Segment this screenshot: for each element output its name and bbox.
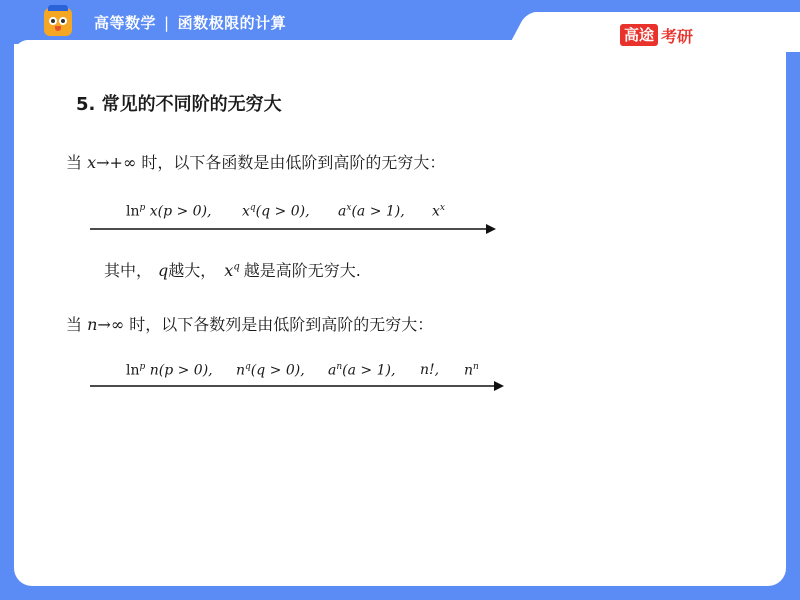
sequences-intro-prefix: 当	[66, 315, 83, 334]
sequences-intro-var: n	[87, 315, 98, 334]
sequence-item-power	[236, 362, 305, 379]
function-item-base: x	[432, 203, 440, 220]
sequences-intro-arrow: →∞	[97, 315, 125, 334]
topic-name: 函数极限的计算	[177, 14, 287, 32]
function-item-base: ln	[126, 203, 140, 220]
functions-intro-var: x	[87, 153, 97, 172]
sequences-arrow	[88, 379, 508, 393]
note-var: q	[158, 261, 169, 280]
function-item-rest: x(p > 0),	[145, 203, 212, 220]
note-suffix: 越是高阶无穷大.	[243, 261, 361, 280]
function-item-ln	[126, 203, 212, 220]
sequence-item-sup: p	[139, 362, 146, 372]
function-item-sup: x	[439, 203, 445, 213]
function-item-base: x	[242, 203, 250, 220]
functions-intro-prefix: 当	[66, 153, 83, 172]
function-item-sup: p	[139, 203, 146, 213]
sequence-item-rest: (q > 0),	[250, 362, 305, 379]
note-base: x	[224, 261, 234, 280]
sequences-intro	[66, 312, 433, 335]
brand-box: 高途	[620, 24, 658, 46]
section-title: 5. 常见的不同阶的无穷大	[76, 94, 282, 115]
sequence-item-sup: n	[473, 362, 479, 372]
course-name: 高等数学	[94, 14, 157, 32]
functions-note	[104, 258, 361, 281]
header-title	[94, 12, 286, 33]
function-item-sup: x	[346, 203, 352, 213]
header-separator: |	[164, 14, 170, 32]
sequence-item-factorial	[420, 362, 439, 378]
functions-intro-suffix: 时，以下各函数是由低阶到高阶的无穷大：	[141, 153, 446, 172]
sequence-item-base: ln	[126, 362, 140, 379]
function-item-rest: (a > 1),	[351, 203, 405, 220]
function-item-exp	[338, 203, 405, 220]
function-item-base: a	[338, 203, 347, 220]
sequence-item-base: a	[328, 362, 337, 379]
note-sup: q	[233, 261, 240, 273]
function-item-sup: q	[249, 203, 256, 213]
sequence-item-sup: q	[245, 362, 251, 372]
function-item-rest: (q > 0),	[255, 203, 310, 220]
functions-intro-arrow: →+∞	[96, 153, 137, 172]
sequence-item-base: n	[464, 362, 474, 379]
function-item-xx	[432, 203, 445, 220]
sequence-item-exp	[328, 362, 395, 379]
functions-intro	[66, 150, 445, 173]
sequence-item-base: n	[236, 362, 246, 379]
functions-sequence	[0, 203, 800, 223]
sequence-item-base: n!,	[420, 362, 440, 378]
function-item-power	[242, 203, 310, 220]
brand-logo	[620, 23, 693, 47]
brand-text: 考研	[661, 26, 694, 46]
sequence-item-sup: n	[336, 362, 343, 372]
owl-logo-icon	[44, 8, 72, 36]
sequence-item-rest: n(p > 0),	[145, 362, 213, 379]
note-prefix: 其中，	[104, 261, 153, 280]
functions-arrow	[88, 222, 500, 236]
sequence-item-nn	[464, 362, 479, 379]
sequences-intro-suffix: 时，以下各数列是由低阶到高阶的无穷大：	[129, 315, 434, 334]
note-mid: 越大，	[168, 261, 217, 280]
sequence-item-ln	[126, 362, 213, 379]
sequence-item-rest: (a > 1),	[342, 362, 396, 379]
